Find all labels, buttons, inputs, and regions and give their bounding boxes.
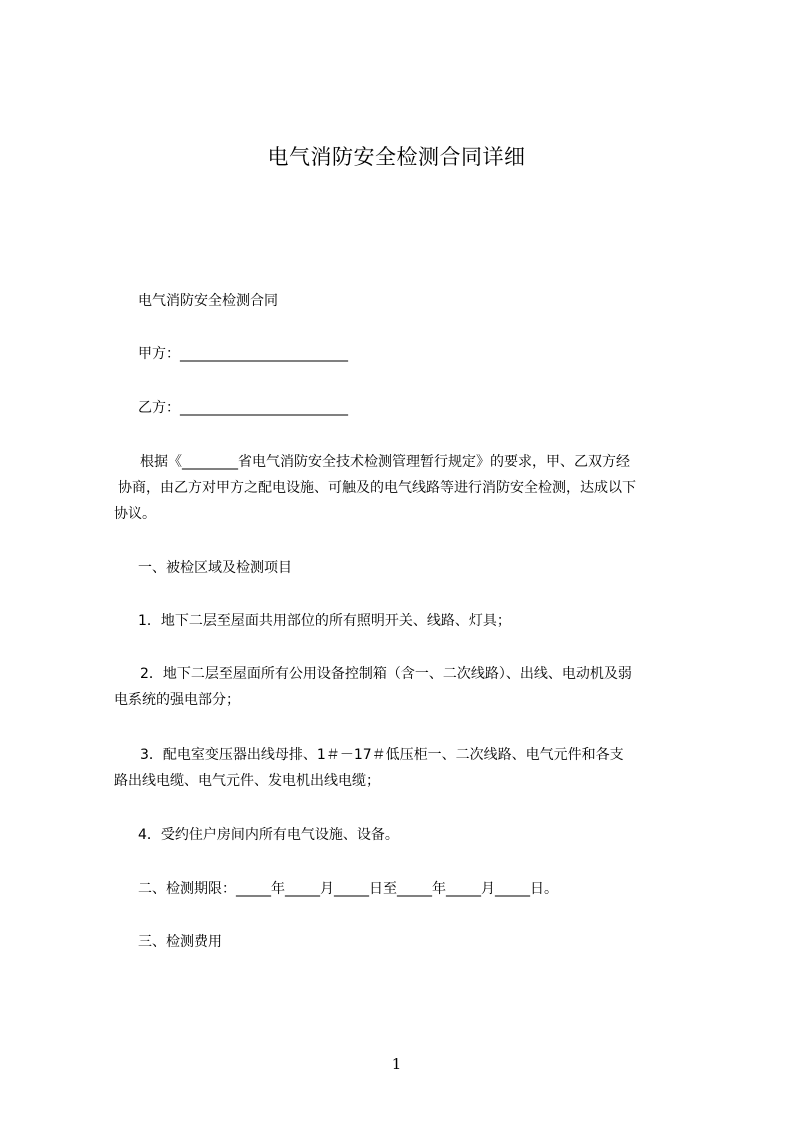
section-heading-2 xyxy=(114,876,738,902)
section-heading-3 xyxy=(114,929,738,955)
text-line: 1．地下二层至屋面共用部位的所有照明开关、线路、灯具； xyxy=(138,613,511,629)
text-line: 路出线电缆、电气元件、发电机出线电缆； xyxy=(114,773,380,789)
contract-subtitle xyxy=(114,288,738,314)
text-line: 电气消防安全检测合同 xyxy=(138,293,278,309)
text-line: 一、被检区域及检测项目 xyxy=(138,560,292,576)
party-a-line xyxy=(114,341,738,367)
page-number: 1 xyxy=(391,1055,402,1073)
document-title: 电气消防安全检测合同详细 xyxy=(267,145,526,169)
list-item-1 xyxy=(114,608,738,634)
text-line: 2．地下二层至屋面所有公用设备控制箱（含一、二次线路）、出线、电动机及弱 xyxy=(140,666,632,682)
text-line: 甲方：________________________ xyxy=(138,346,348,362)
list-item-4 xyxy=(114,822,738,848)
list-item-2 xyxy=(114,661,714,713)
text-line: 三、检测费用 xyxy=(138,934,222,950)
text-line: 根据《________省电气消防安全技术检测管理暂行规定》的要求，甲、乙双方经 xyxy=(140,454,630,470)
text-line: 二、检测期限：_____年_____月_____日至_____年_____月_____日。 xyxy=(138,881,558,897)
text-line: 3．配电室变压器出线母排、1＃－17＃低压柜一、二次线路、电气元件和各支 xyxy=(140,747,624,763)
list-item-3 xyxy=(114,742,714,794)
text-line: 电系统的强电部分； xyxy=(114,692,240,708)
section-heading-1 xyxy=(114,555,738,581)
preamble-paragraph xyxy=(114,449,714,527)
text-line: 4．受约住户房间内所有电气设施、设备。 xyxy=(138,827,399,843)
text-line: 协商，由乙方对甲方之配电设施、可触及的电气线路等进行消防安全检测，达成以下 xyxy=(118,480,636,496)
text-line: 乙方：________________________ xyxy=(138,400,348,416)
text-line: 协议。 xyxy=(114,506,156,522)
party-b-line xyxy=(114,395,738,421)
